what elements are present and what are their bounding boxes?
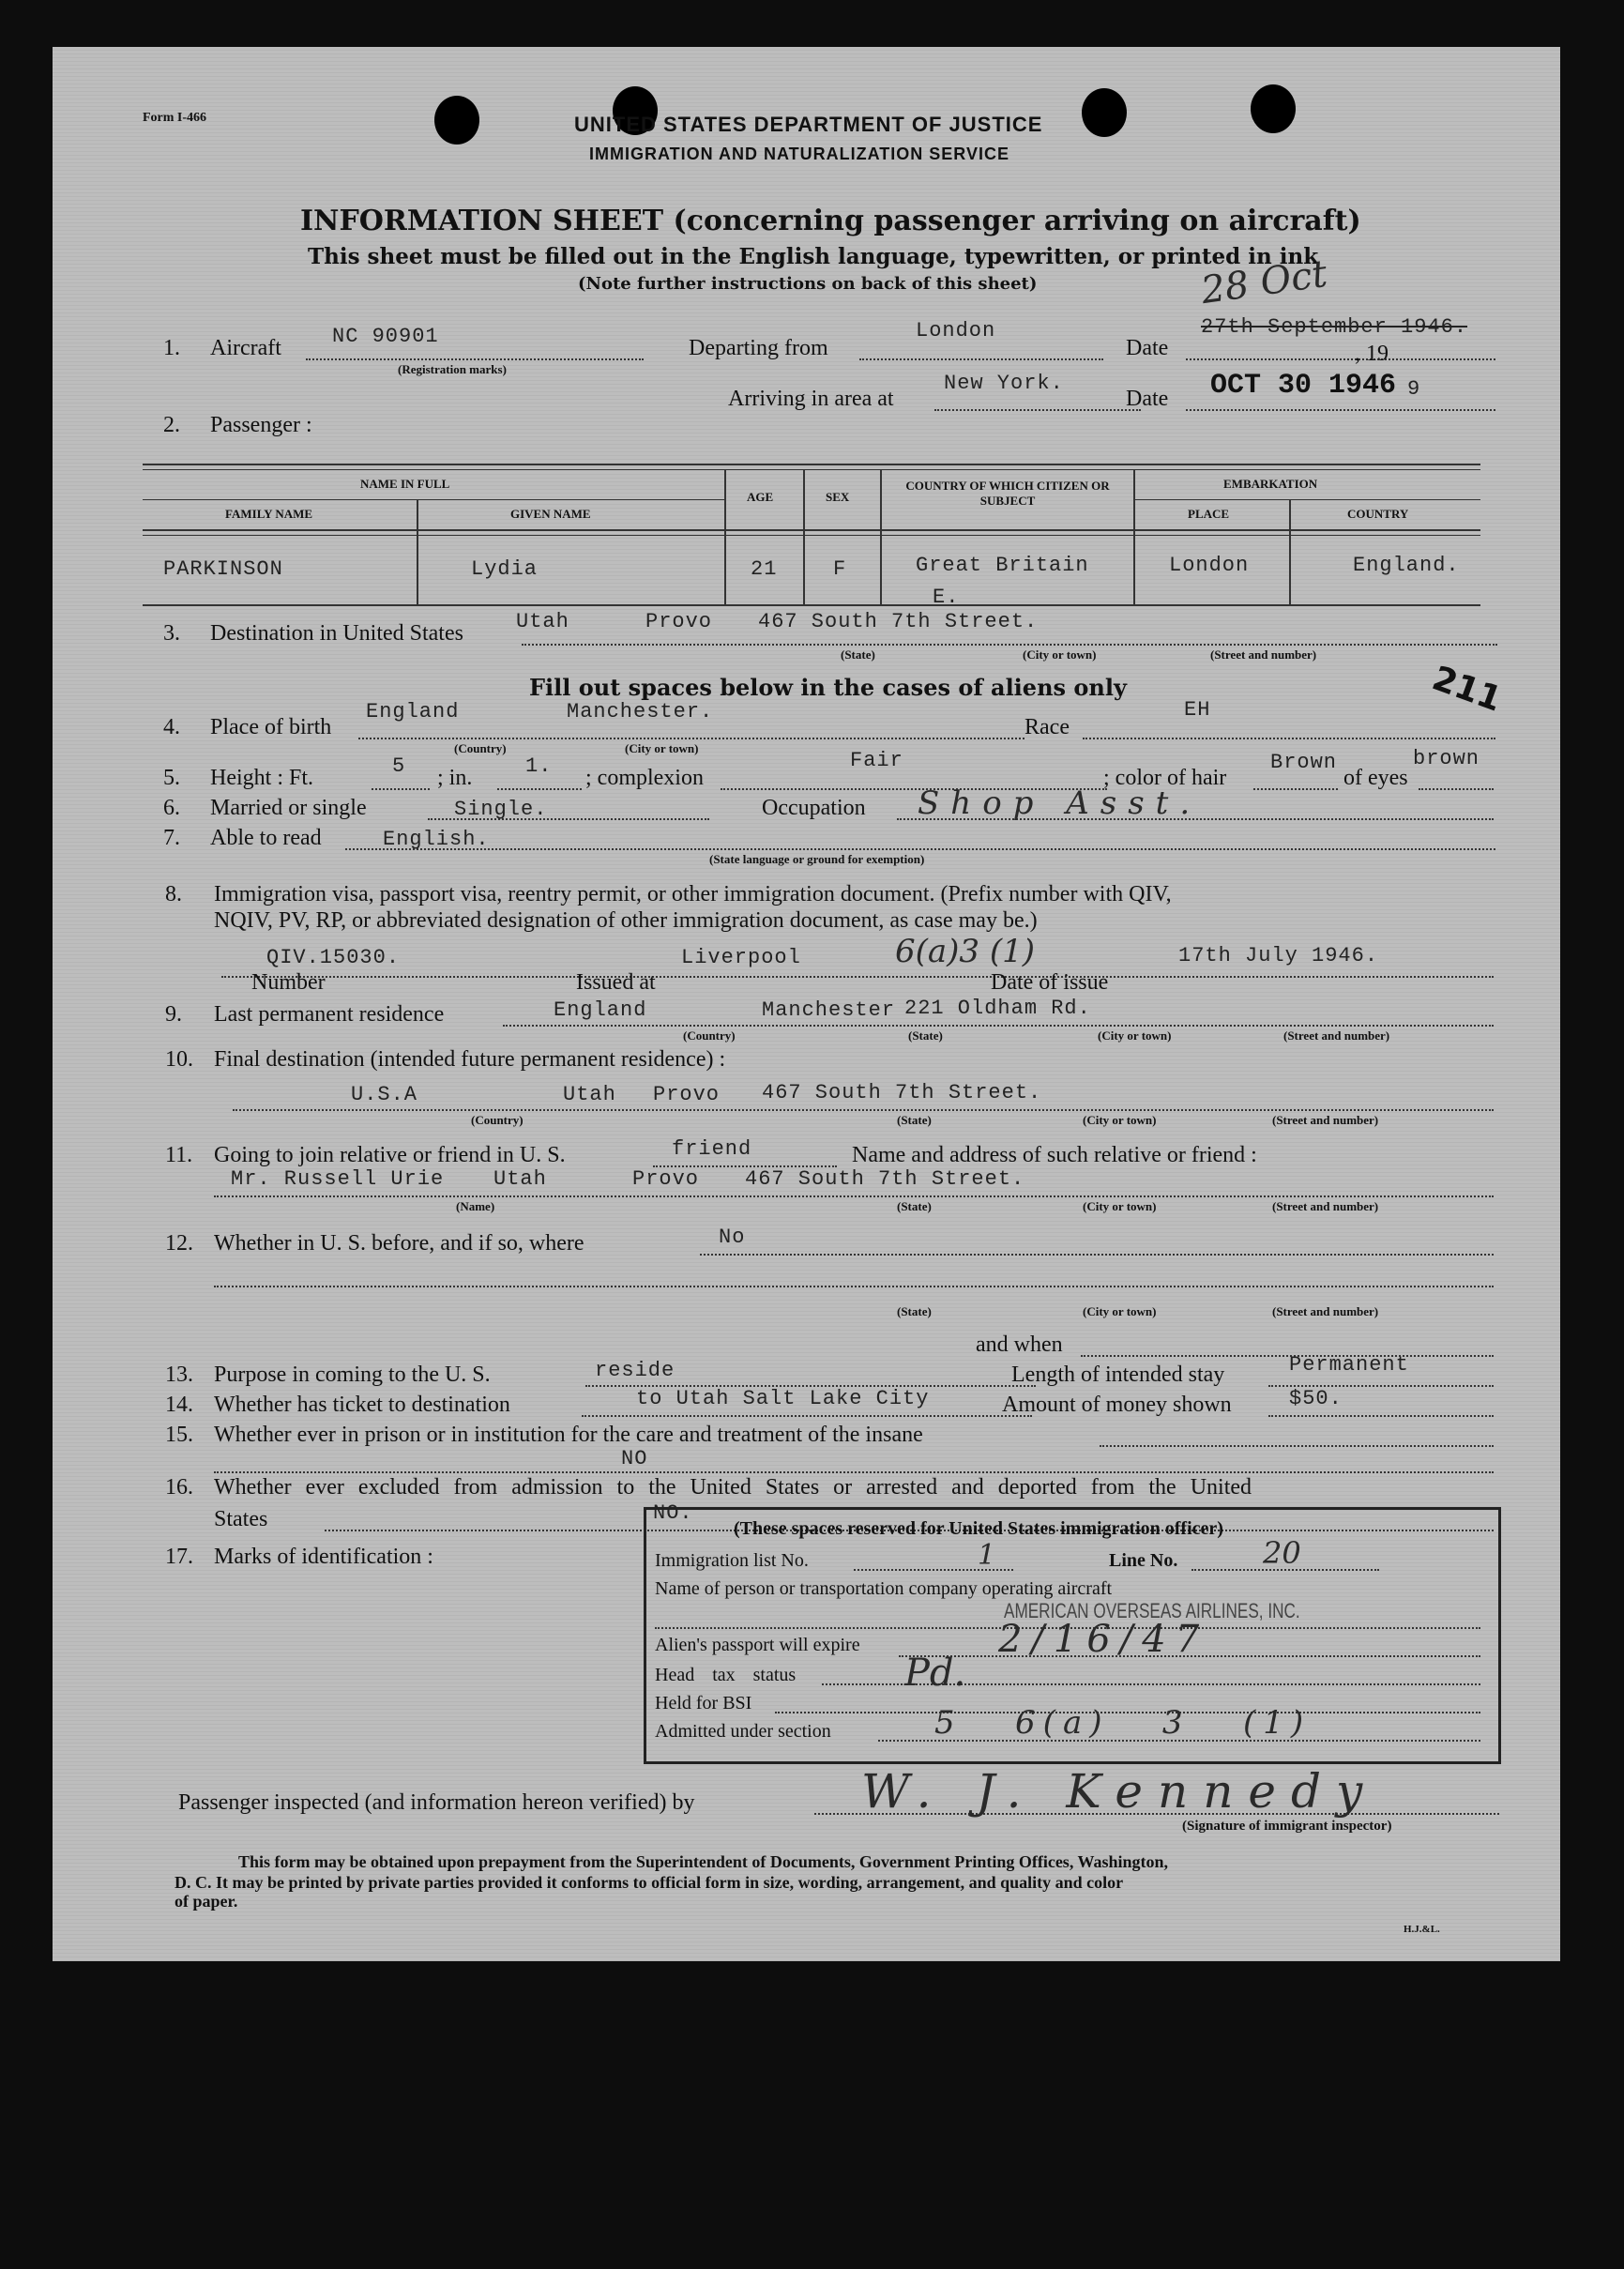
passport-label: Alien's passport will expire <box>655 1635 860 1655</box>
friend-street[interactable]: 467 South 7th Street. <box>745 1167 1025 1191</box>
money-line <box>1268 1415 1494 1417</box>
aircraft-registration[interactable]: NC 90901 <box>332 325 439 348</box>
street-caption: (Street and number) <box>1272 1304 1379 1318</box>
hair-line <box>1253 788 1338 790</box>
departing-from[interactable]: London <box>916 319 996 343</box>
country-caption: (Country) <box>683 1028 736 1043</box>
tax-label: Head tax status <box>655 1665 797 1685</box>
annotation-211: 211 <box>1427 659 1507 720</box>
eye-color[interactable]: brown <box>1413 747 1480 770</box>
friend-line <box>214 1195 1494 1197</box>
issued-label: Issued at <box>576 970 656 995</box>
read-caption: (State language or ground for exemption) <box>709 852 925 866</box>
item-number: 9. <box>165 1002 182 1027</box>
prison-line2 <box>214 1471 1494 1473</box>
visa-hand-note: 6(a)3 (1) <box>895 933 1036 970</box>
excluded-text-line1: Whether ever excluded from admission to the United States or arrested and deported from the United <box>214 1475 1252 1500</box>
sex[interactable]: F <box>833 557 847 581</box>
visa-date[interactable]: 17th July 1946. <box>1178 944 1379 967</box>
final-country[interactable]: U.S.A <box>351 1083 418 1106</box>
ticket-line <box>582 1415 1032 1417</box>
city-caption: (City or town) <box>1023 647 1097 662</box>
destination-street[interactable]: 467 South 7th Street. <box>758 610 1039 633</box>
date-correction: 28 Oct <box>1198 251 1330 313</box>
stay-label: Length of intended stay <box>1011 1363 1225 1387</box>
company-label: Name of person or transportation company operating aircraft <box>655 1578 1113 1599</box>
marks-label: Marks of identification : <box>214 1545 433 1569</box>
footer-text-1: This form may be obtained upon prepayment from the Superintendent of Documents, Government Printing Offices, Washington, <box>238 1852 1169 1871</box>
final-destination-line <box>233 1109 1494 1111</box>
embarkation-country[interactable]: England. <box>1353 554 1460 577</box>
arriving-line <box>934 409 1141 411</box>
header-family-name: FAMILY NAME <box>225 507 313 521</box>
footer-text-2: D. C. It may be printed by private parties provided it conforms to official form in size, wording, arrangement, and quality and color <box>175 1873 1124 1892</box>
state-caption: (State) <box>841 647 875 662</box>
form-instruction: This sheet must be filled out in the English language, typewritten, or printed in ink <box>308 244 1319 269</box>
length-of-stay[interactable]: Permanent <box>1289 1353 1409 1377</box>
before-value[interactable]: No <box>719 1226 746 1249</box>
given-name[interactable]: Lydia <box>471 557 539 581</box>
departure-date[interactable]: 27th September 1946. <box>1201 315 1468 339</box>
purpose[interactable]: reside <box>595 1359 675 1382</box>
admitted-section[interactable]: 5 6(a) 3 (1) <box>934 1704 1312 1742</box>
height-ft-line <box>372 788 430 790</box>
item-number: 4. <box>163 715 180 739</box>
prison-label: Whether ever in prison or in institution for the care and treatment of the insane <box>214 1423 923 1447</box>
header-sex: SEX <box>826 490 850 504</box>
form-number: Form I-466 <box>143 111 207 125</box>
registration-caption: (Registration marks) <box>398 362 507 376</box>
height-inches[interactable]: 1. <box>525 754 553 778</box>
ticket-label: Whether has ticket to destination <box>214 1393 510 1417</box>
item-number: 8. <box>165 882 182 906</box>
item-number: 6. <box>163 796 180 820</box>
friend-state[interactable]: Utah <box>493 1167 547 1191</box>
street-caption: (Street and number) <box>1210 647 1317 662</box>
residence-city[interactable]: Manchester <box>762 998 896 1022</box>
excluded-answer[interactable]: NO. <box>653 1501 693 1525</box>
money-label: Amount of money shown <box>1002 1393 1232 1417</box>
before-line <box>700 1254 1494 1256</box>
item-number: 10. <box>165 1047 193 1072</box>
birth-city[interactable]: Manchester. <box>567 700 714 723</box>
country-caption: (Country) <box>471 1113 524 1127</box>
excluded-text-line2: States <box>214 1507 268 1531</box>
number-label: Number <box>251 970 326 995</box>
state-caption: (State) <box>908 1028 943 1043</box>
item-number: 12. <box>165 1231 193 1256</box>
married-label: Married or single <box>210 796 367 820</box>
item-number: 2. <box>163 413 180 437</box>
printed-year: , 19 <box>1355 342 1389 366</box>
join-relation[interactable]: friend <box>672 1137 752 1161</box>
visa-text-line2: NQIV, PV, RP, or abbreviated designation of other immigration document, as case may be.) <box>214 908 1038 933</box>
footer-text-3: of paper. <box>175 1892 238 1911</box>
eyes-line <box>1419 788 1494 790</box>
marital-status[interactable]: Single. <box>454 798 548 821</box>
item-number: 7. <box>163 826 180 850</box>
birthplace-label: Place of birth <box>210 715 332 739</box>
header-embarkation: EMBARKATION <box>1223 477 1318 491</box>
arriving-at[interactable]: New York. <box>944 372 1064 395</box>
item-number: 5. <box>163 766 180 790</box>
state-caption: (State) <box>897 1199 932 1213</box>
punch-hole <box>434 96 479 145</box>
punch-hole <box>1082 88 1127 137</box>
inches-label: ; in. <box>437 766 473 790</box>
arrival-date-suffix: 9 <box>1407 377 1421 401</box>
read-label: Able to read <box>210 826 322 850</box>
final-state[interactable]: Utah <box>563 1083 616 1106</box>
item-number: 15. <box>165 1423 193 1447</box>
header-given-name: GIVEN NAME <box>510 507 591 521</box>
race[interactable]: EH <box>1184 698 1211 722</box>
form-note: (Note further instructions on back of this sheet) <box>578 274 1038 294</box>
item-number: 1. <box>163 336 180 360</box>
aliens-heading: Fill out spaces below in the cases of aliens only <box>529 674 1127 701</box>
form-title: INFORMATION SHEET (concerning passenger arriving on aircraft) <box>300 205 1361 237</box>
prison-answer[interactable]: NO <box>621 1447 648 1470</box>
hair-label: ; color of hair <box>1103 766 1227 790</box>
street-insert: E. <box>933 586 960 609</box>
aircraft-line <box>306 358 644 360</box>
country-caption: (Country) <box>454 741 507 755</box>
section-label: Admitted under section <box>655 1721 831 1742</box>
complexion[interactable]: Fair <box>850 749 903 772</box>
final-destination-label: Final destination (intended future permanent residence) : <box>214 1047 726 1072</box>
punch-hole <box>1251 84 1296 133</box>
department-name: UNITED STATES DEPARTMENT OF JUSTICE <box>574 113 1043 136</box>
printer-mark: H.J.&L. <box>1404 1924 1440 1935</box>
bsi-label: Held for BSI <box>655 1693 752 1713</box>
header-age: AGE <box>747 490 774 504</box>
visa-text-line1: Immigration visa, passport visa, reentry permit, or other immigration document. (Prefix number with QIV, <box>214 882 1172 906</box>
city-caption: (City or town) <box>625 741 699 755</box>
age[interactable]: 21 <box>751 557 778 581</box>
city-caption: (City or town) <box>1083 1304 1157 1318</box>
friend-city[interactable]: Provo <box>632 1167 700 1191</box>
city-caption: (City or town) <box>1083 1113 1157 1127</box>
header-name-in-full: NAME IN FULL <box>360 477 450 491</box>
citizenship-country[interactable]: Great Britain <box>916 554 1089 577</box>
destination-line <box>522 644 1497 646</box>
inspector-signature: W. J. Kennedy <box>861 1764 1378 1819</box>
prison-line <box>1100 1445 1494 1447</box>
when-label: and when <box>976 1332 1063 1357</box>
line-number[interactable]: 20 <box>1263 1535 1301 1571</box>
eyes-label: of eyes <box>1343 766 1408 790</box>
embarkation-place[interactable]: London <box>1169 554 1250 577</box>
immigration-list-number[interactable]: 1 <box>978 1539 996 1572</box>
signature-caption: (Signature of immigrant inspector) <box>1182 1819 1392 1834</box>
final-city[interactable]: Provo <box>653 1083 721 1106</box>
family-name[interactable]: PARKINSON <box>163 557 283 581</box>
line-label: Line No. <box>1109 1550 1178 1571</box>
friend-name-label: Name and address of such relative or friend : <box>852 1143 1257 1167</box>
form-sheet <box>53 47 1560 1961</box>
race-label: Race <box>1024 715 1070 739</box>
inspection-label: Passenger inspected (and information hereon verified) by <box>178 1790 695 1815</box>
occupation-label: Occupation <box>762 796 866 820</box>
passport-expiry[interactable]: 2/16/47 <box>998 1618 1209 1661</box>
visa-number[interactable]: QIV.15030. <box>266 946 401 969</box>
occupation[interactable]: Shop Asst. <box>918 784 1202 822</box>
item-number: 14. <box>165 1393 193 1417</box>
name-caption: (Name) <box>456 1199 495 1213</box>
item-number: 16. <box>165 1475 193 1500</box>
departing-label: Departing from <box>689 336 828 360</box>
visa-line <box>221 976 1494 978</box>
item-number: 17. <box>165 1545 193 1569</box>
destination-label: Destination in United States <box>210 621 463 646</box>
before-line2 <box>214 1286 1494 1287</box>
complexion-label: ; complexion <box>585 766 704 790</box>
date-of-issue-label: Date of issue <box>991 970 1109 995</box>
state-caption: (State) <box>897 1113 932 1127</box>
item-number: 3. <box>163 621 180 646</box>
race-line <box>1083 738 1495 739</box>
residence-label: Last permanent residence <box>214 1002 445 1027</box>
list-label: Immigration list No. <box>655 1550 809 1571</box>
visa-issued-at[interactable]: Liverpool <box>681 946 801 969</box>
residence-line <box>503 1025 1494 1027</box>
height-in-line <box>497 788 582 790</box>
departing-line <box>859 358 1103 360</box>
item-number: 13. <box>165 1363 193 1387</box>
destination-state[interactable]: Utah <box>516 610 569 633</box>
official-box-title: (These spaces reserved for United States immigration officer) <box>734 1518 1223 1539</box>
item-number: 11. <box>165 1143 193 1167</box>
company-stamp: AMERICAN OVERSEAS AIRLINES, INC. <box>1004 1599 1300 1622</box>
residence-street[interactable]: 221 Oldham Rd. <box>904 997 1091 1020</box>
money-shown[interactable]: $50. <box>1289 1387 1343 1410</box>
birthplace-line <box>358 738 1024 739</box>
aircraft-label: Aircraft <box>210 336 281 360</box>
destination-city[interactable]: Provo <box>645 610 713 633</box>
ticket-destination[interactable]: to Utah Salt Lake City <box>636 1387 930 1410</box>
purpose-label: Purpose in coming to the U. S. <box>214 1363 491 1387</box>
street-caption: (Street and number) <box>1283 1028 1390 1043</box>
friend-name[interactable]: Mr. Russell Urie <box>231 1167 445 1191</box>
arrival-date-stamp: OCT 30 1946 <box>1210 370 1397 402</box>
before-label: Whether in U. S. before, and if so, where <box>214 1231 584 1256</box>
service-name: IMMIGRATION AND NATURALIZATION SERVICE <box>589 145 1009 163</box>
arriving-label: Arriving in area at <box>728 387 894 411</box>
birth-country[interactable]: England <box>366 700 460 723</box>
final-street[interactable]: 467 South 7th Street. <box>762 1081 1042 1104</box>
height-feet[interactable]: 5 <box>392 754 406 778</box>
height-label: Height : Ft. <box>210 766 314 790</box>
passenger-label: Passenger : <box>210 413 312 437</box>
city-caption: (City or town) <box>1098 1028 1172 1043</box>
state-caption: (State) <box>897 1304 932 1318</box>
able-to-read[interactable]: English. <box>383 828 490 851</box>
street-caption: (Street and number) <box>1272 1199 1379 1213</box>
street-caption: (Street and number) <box>1272 1113 1379 1127</box>
date-label: Date <box>1126 336 1169 360</box>
header-emb-country: COUNTRY <box>1347 507 1409 521</box>
hair-color[interactable]: Brown <box>1270 751 1338 774</box>
read-line <box>345 848 1495 850</box>
header-country-citizen: COUNTRY OF WHICH CITIZEN OR SUBJECT <box>905 479 1110 508</box>
residence-country[interactable]: England <box>554 998 647 1022</box>
date2-label: Date <box>1126 387 1169 411</box>
date2-line <box>1186 409 1495 411</box>
date-line <box>1186 358 1495 360</box>
join-label: Going to join relative or friend in U. S. <box>214 1143 566 1167</box>
when-line <box>1081 1355 1494 1357</box>
city-caption: (City or town) <box>1083 1199 1157 1213</box>
head-tax-status[interactable]: Pd. <box>904 1652 966 1695</box>
header-place: PLACE <box>1188 507 1230 521</box>
